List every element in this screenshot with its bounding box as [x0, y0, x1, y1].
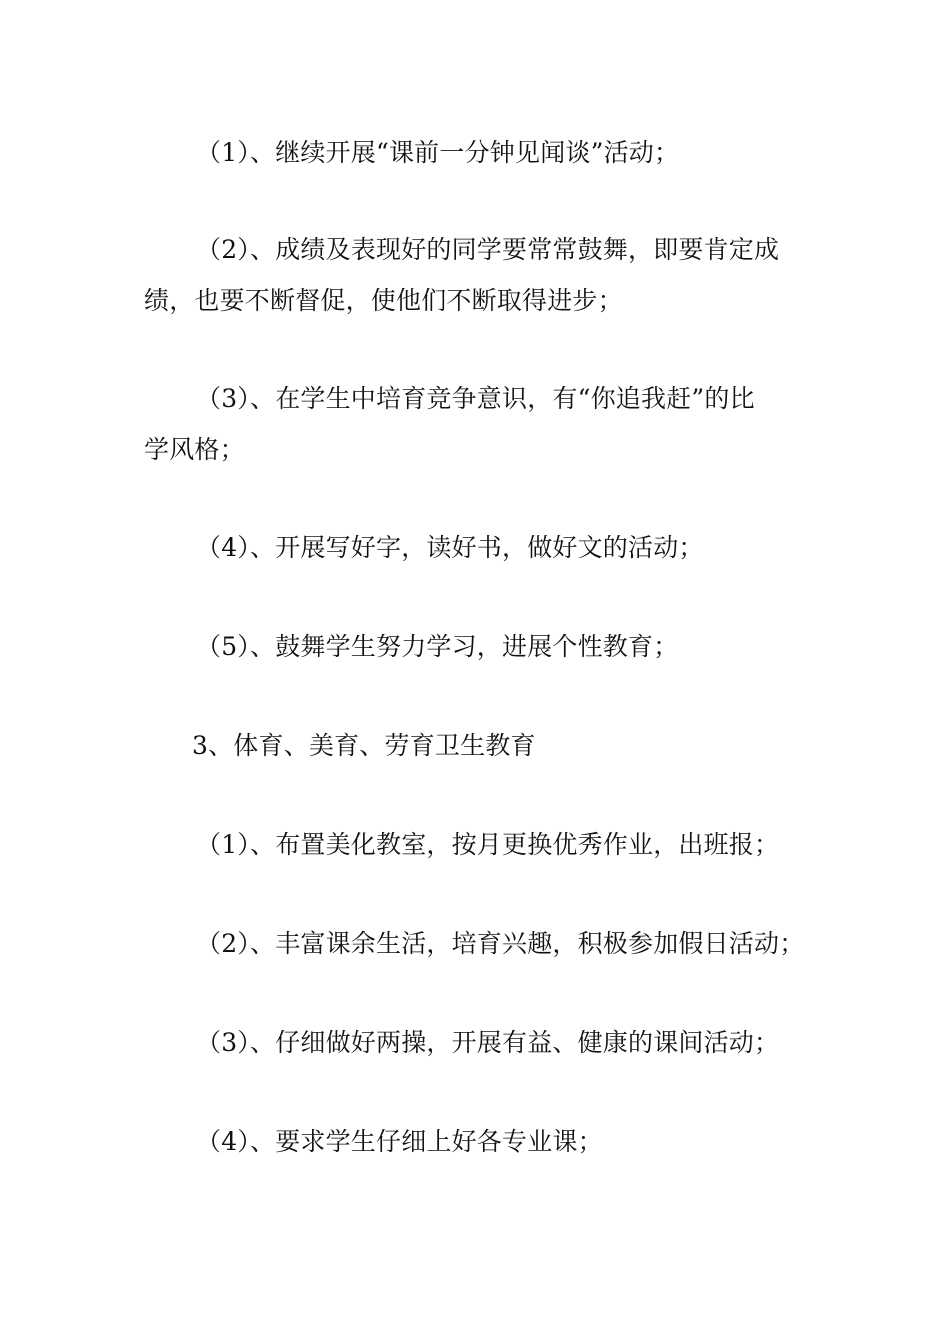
paragraph-line-8: （1）、布置美化教室，按月更换优秀作业，出班报； — [196, 830, 780, 859]
paragraph-line-1: （1）、继续开展“课前一分钟见闻谈”活动； — [196, 138, 680, 167]
paragraph-line-11: （4）、要求学生仔细上好各专业课； — [196, 1127, 603, 1156]
paragraph-line-9: （2）、丰富课余生活，培育兴趣，积极参加假日活动； — [196, 929, 805, 958]
paragraph-line-6: （4）、开展写好字，读好书，做好文的活动； — [196, 533, 704, 562]
paragraph-line-5: 学风格； — [144, 435, 245, 464]
paragraph-line-7: （5）、鼓舞学生努力学习，进展个性教育； — [196, 632, 679, 661]
paragraph-line-3: 绩，也要不断督促，使他们不断取得进步； — [144, 286, 623, 315]
section-heading: 3、体育、美育、劳育卫生教育 — [192, 731, 536, 760]
paragraph-line-10: （3）、仔细做好两操，开展有益、健康的课间活动； — [196, 1028, 780, 1057]
paragraph-line-2: （2）、成绩及表现好的同学要常常鼓舞，即要肯定成 — [196, 235, 780, 264]
paragraph-line-4: （3）、在学生中培育竞争意识，有“你追我赶”的比 — [196, 384, 755, 413]
